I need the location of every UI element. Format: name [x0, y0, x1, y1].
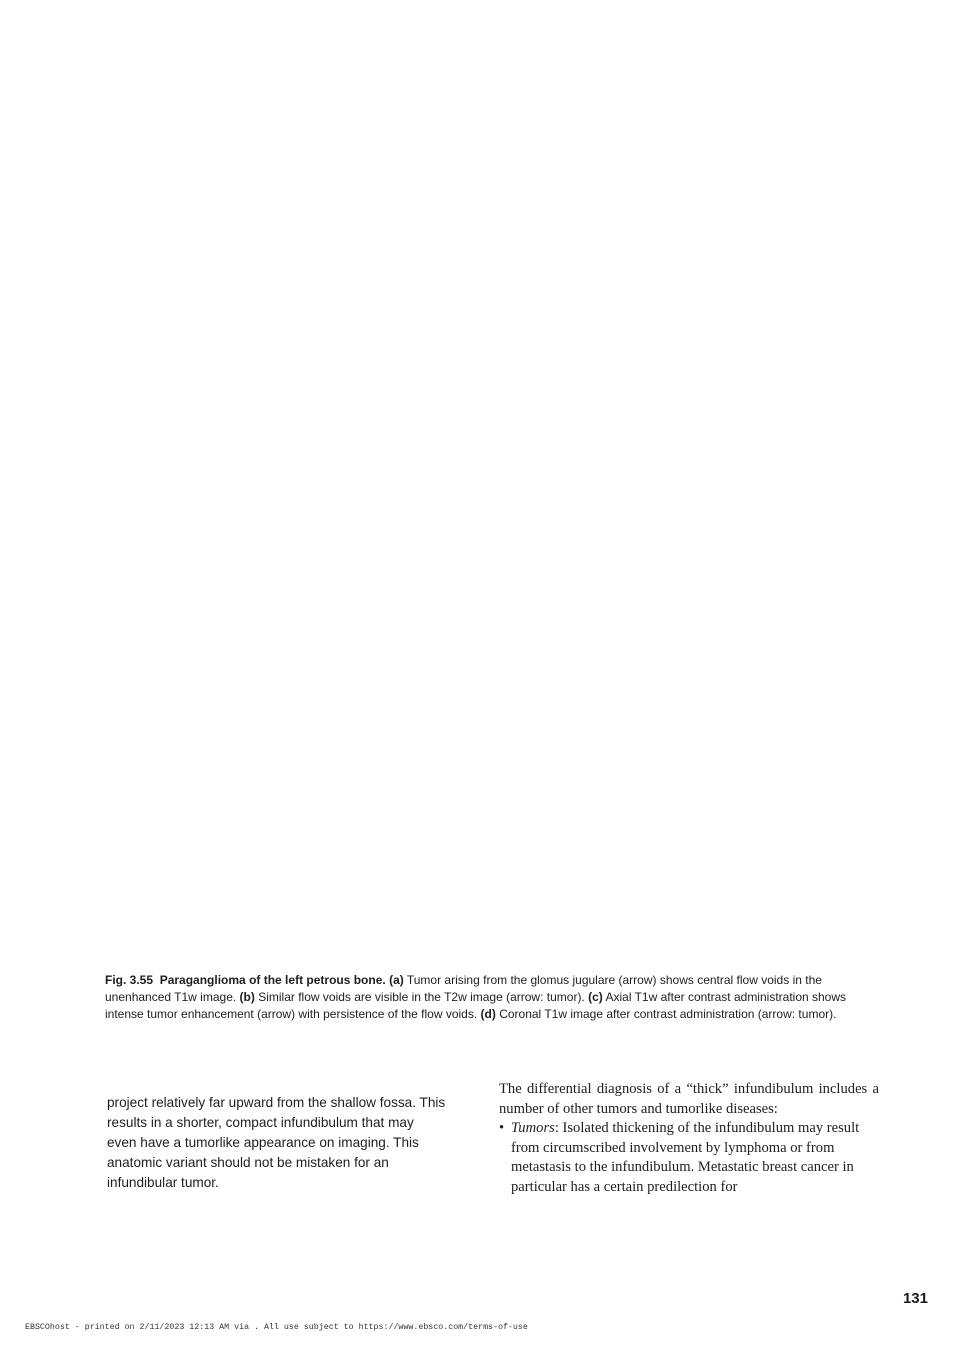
figure-caption — [105, 972, 875, 1023]
list-item-text: : Isolated thickening of the infundibulum may result from circumscribed involvement by lymphoma or from metastasis to the infundibulum. Metastatic breast cancer in particular has a certain predilection for — [511, 1120, 860, 1195]
caption-part-text-c: Axial T1w after contrast administration shows intense tumor enhancement (arrow) with persistence of the flow voids. — [105, 990, 847, 1021]
caption-part-text-a: Tumor arising from the glomus jugulare (arrow) shows central flow voids in the unenhanced T1w image. — [105, 973, 822, 1004]
differential-list — [499, 1119, 879, 1197]
figure-label: Fig. 3.55 — [105, 973, 154, 987]
left-column-paragraph: project relatively far upward from the shallow fossa. This results in a shorter, compact infundibulum that may even have a tumorlike appearance on imaging. This anatomic variant should not be mistaken for an infundibular tumor. — [107, 1095, 446, 1190]
list-item-term: Tumors — [511, 1120, 555, 1136]
caption-part-key-a: (a) — [389, 973, 404, 987]
caption-part-key-c: (c) — [588, 990, 603, 1004]
page-number: 131 — [902, 1290, 928, 1307]
bullet-icon: • — [499, 1120, 505, 1136]
figure-title: Paraganglioma of the left petrous bone. — [159, 973, 386, 987]
right-column — [499, 1080, 879, 1197]
caption-part-key-d: (d) — [480, 1007, 496, 1021]
list-item — [499, 1119, 879, 1197]
caption-part-text-d: Coronal T1w image after contrast administration (arrow: tumor). — [499, 1007, 837, 1021]
footer-notice: EBSCOhost - printed on 2/11/2023 12:13 AM via . All use subject to https://www.ebsco.com/terms-of-use — [25, 1323, 528, 1332]
right-column-intro: The differential diagnosis of a “thick” infundibulum includes a number of other tumors and tumorlike diseases: — [499, 1081, 879, 1117]
caption-part-text-b: Similar flow voids are visible in the T2w image (arrow: tumor). — [258, 990, 585, 1004]
caption-part-key-b: (b) — [239, 990, 255, 1004]
